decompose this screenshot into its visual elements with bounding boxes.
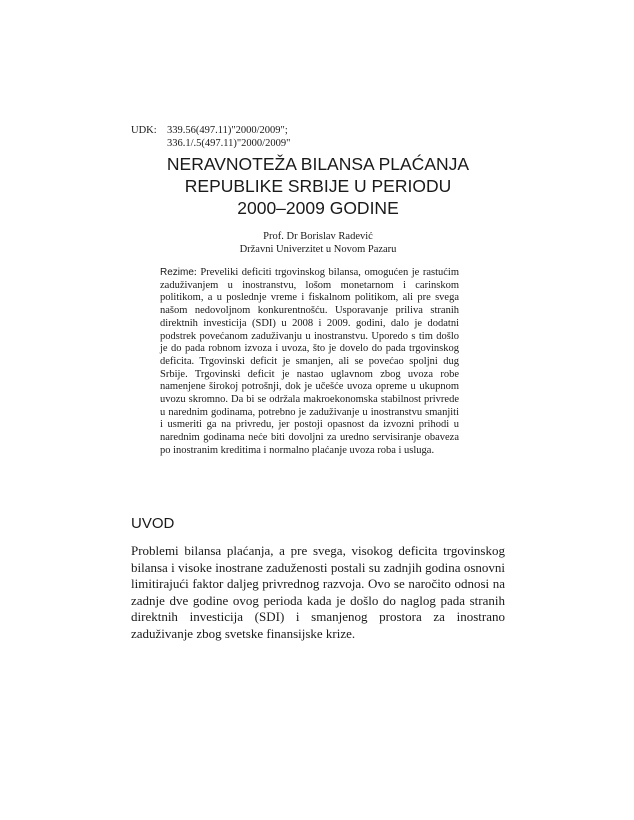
author-name: Prof. Dr Borislav Radević (263, 231, 373, 242)
udk-code-2: 336.1/.5(497.11)"2000/2009" (167, 138, 291, 149)
paper-title (131, 153, 505, 219)
udk-code-1: 339.56(497.11)"2000/2009"; (167, 125, 288, 136)
udk-line-1 (131, 124, 290, 137)
intro-paragraph: Problemi bilansa plaćanja, a pre svega, visokog deficita trgovinskog bilansa i visoke inostrane zaduženosti postali su zadnjih godina osnovni limitirajući faktor daljeg privrednog razvoja. Ovo se naročito odnosi na zadnje dve godine ovog perioda kada je došlo do naglog pada stranih direktnih investicija (SDI) i smanjenog prostora za inostrano zaduživanje zbog svetske finansijske krize. (131, 543, 505, 641)
author-affiliation: Državni Univerzitet u Novom Pazaru (239, 244, 397, 255)
abstract-text: : Preveliki deficiti trgovinskog bilansa, omogućen je rastućim zaduživanjem u inostranstvu, lošom monetarnom i carinskom politikom, a u poslednje vreme i fiskalnom politikom, ali pre svega našom nedovoljnom konkurentnošću. Usporavanje priliva stranih direktnih investicija (SDI) u 2008 i 2009. godini, dalo je dodatni podstrek povećanom zaduživanju u inostranstvu. Uporedo s tim došlo je do pada robnom izvoza i uvoza, što je dovelo do pada trgovinskog deficita. Trgovinski deficit je smanjen, ali se povećao spoljni dug Srbije. Trgovinski deficit je nastao uglavnom zbog uvoza robe namenjene širokoj potrošnji, dok je učešće uvoza opreme u ukupnom uvozu skromno. Da bi se održala makroekonomska stabilnost privrede u narednim godinama, potrebno je zaduživanje u inostranstvu smanjiti i usmeriti ga na privredu, jer postoji opasnost da izvozni prihodi u narednim godinama neće biti dovoljni za uredno servisiranje obaveza po inostranim kreditima i normalno plaćanje uvoza roba i usluga. (160, 267, 459, 456)
udk-label: UDK: (131, 125, 157, 136)
section-heading: UVOD (131, 515, 175, 532)
abstract (160, 267, 459, 458)
udk-classification (131, 124, 290, 150)
title-line-2: REPUBLIKE SRBIJE U PERIODU (184, 176, 452, 196)
author-block (131, 230, 505, 256)
title-line-3: 2000–2009 GODINE (237, 198, 399, 218)
title-line-1: NERAVNOTEŽA BILANSA PLAĆANJA (166, 154, 470, 174)
abstract-label: Rezime (160, 267, 194, 278)
udk-line-2 (131, 137, 290, 150)
